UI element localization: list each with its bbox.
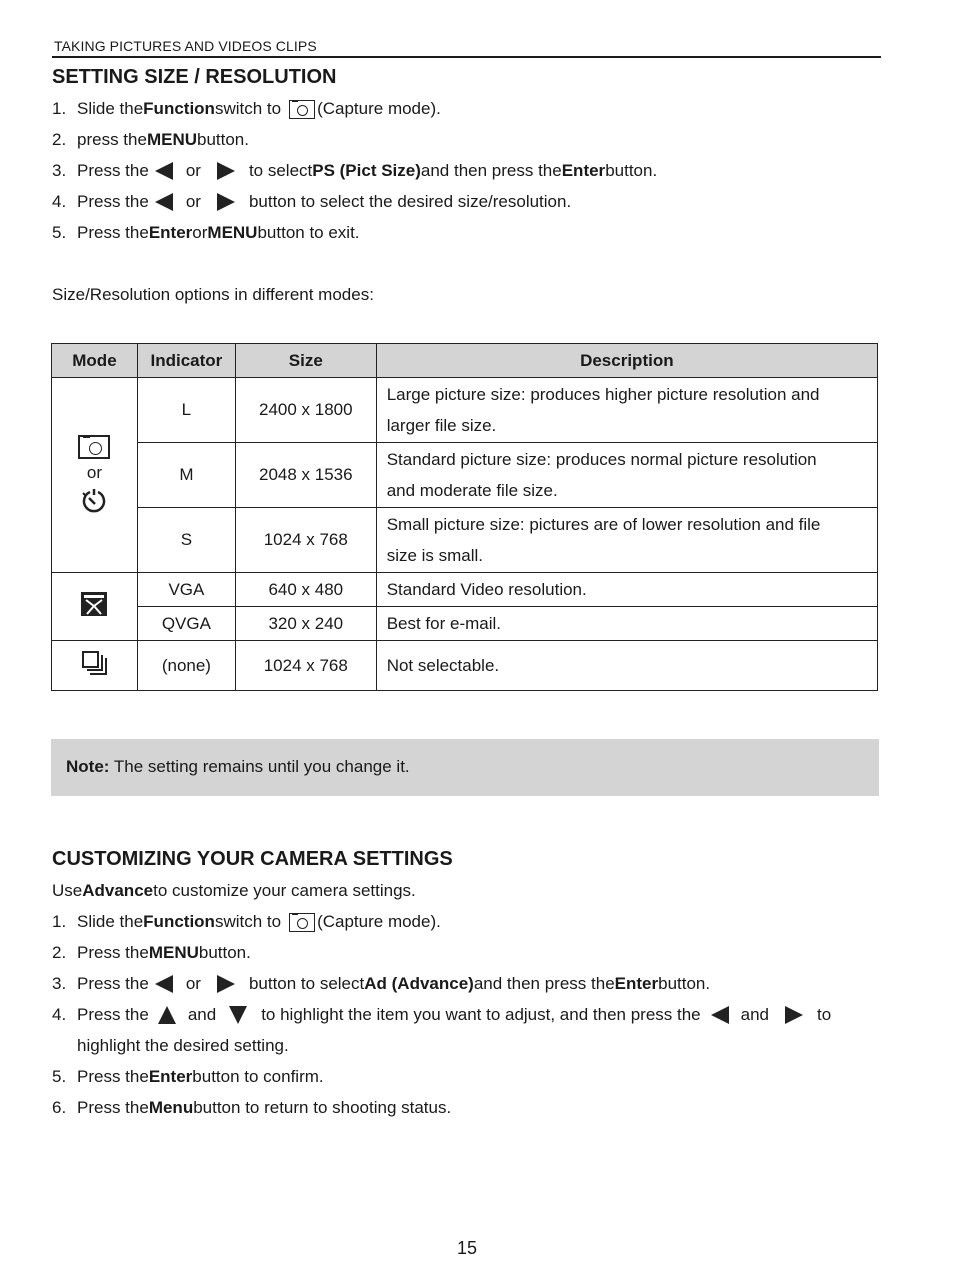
table-header-row [52,344,878,378]
step-number: 4. [52,192,67,211]
desc-line: and moderate file size. [386,481,558,500]
step-number: 6. [52,1098,67,1117]
step-text: button to confirm. [192,1067,324,1086]
desc-line: Large picture size: produces higher picture resolution and [386,385,820,404]
table-row [52,641,878,691]
size-step-3 [52,159,657,183]
step-text: Slide the [77,912,144,931]
right-arrow-icon [785,1006,803,1024]
step-text: button to exit. [257,223,360,242]
step-text: or [185,161,201,180]
video-icon [80,591,108,617]
size-step-4 [52,190,571,214]
step-text: switch to [214,99,282,118]
size-step-5 [52,221,360,245]
step-text: button to return to shooting status. [193,1098,452,1117]
table-row [52,378,878,443]
indicator-cell: (none) [137,641,235,691]
step-text: or [185,974,201,993]
step-text: Press the [77,161,149,180]
step-bold: MENU [148,943,199,962]
step-text: and [187,1005,217,1024]
indicator-cell: QVGA [137,607,235,641]
header-description: Description [376,344,877,378]
step-bold: Function [143,912,215,931]
custom-step-2 [52,941,251,965]
step-bold: Enter [614,974,659,993]
step-bold: Enter [561,161,606,180]
step-text: (Capture mode). [317,99,441,118]
step-text: button to select the desired size/resolution. [248,192,572,211]
description-cell: Standard Video resolution. [376,573,877,607]
table-row [52,573,878,607]
page-number: 15 [456,1238,478,1258]
custom-intro [52,879,416,903]
description-cell: Best for e-mail. [376,607,877,641]
description-cell [376,378,877,443]
header-size: Size [235,344,376,378]
self-timer-icon [80,487,108,515]
step-number: 5. [52,223,67,242]
note-label: Note: [66,757,110,776]
right-arrow-icon [217,162,235,180]
mode-video [52,573,138,641]
indicator-cell: L [137,378,235,443]
size-cell: 1024 x 768 [235,508,376,573]
step-text: Slide the [77,99,144,118]
step-number: 1. [52,912,67,931]
step-text: button. [658,974,711,993]
right-arrow-icon [217,193,235,211]
resolution-table [51,343,878,691]
down-arrow-icon [229,1006,247,1024]
step-number: 2. [52,943,67,962]
size-cell: 640 x 480 [235,573,376,607]
options-intro: Size/Resolution options in different modes: [52,285,374,304]
size-cell: 2048 x 1536 [235,443,376,508]
description-cell: Not selectable. [376,641,877,691]
step-bold: Advance [82,881,154,900]
note-body: The setting remains until you change it. [109,757,410,776]
note-text [66,757,410,777]
custom-step-4 [52,1003,831,1027]
size-cell: 320 x 240 [235,607,376,641]
step-text: Press the [77,1005,149,1024]
step-bold: Enter [148,223,193,242]
left-arrow-icon [711,1006,729,1024]
step-text: or [185,192,201,211]
header-indicator: Indicator [137,344,235,378]
step-text: Press the [77,1098,149,1117]
left-arrow-icon [155,975,173,993]
step-text: Press the [77,943,149,962]
step-number: 3. [52,974,67,993]
desc-line: Standard picture size: produces normal picture resolution [386,450,817,469]
mode-or-label: or [86,463,103,482]
step-text: (Capture mode). [317,912,441,931]
step-text: Press the [77,192,149,211]
left-arrow-icon [155,193,173,211]
step-text: Press the [77,974,149,993]
custom-step-5 [52,1065,324,1089]
step-bold: Menu [148,1098,194,1117]
right-arrow-icon [217,975,235,993]
step-text: button. [198,943,251,962]
step-text: and then press the [420,161,562,180]
custom-step-6 [52,1096,451,1120]
size-cell: 1024 x 768 [235,641,376,691]
table-row [52,607,878,641]
indicator-cell: S [137,508,235,573]
desc-line: size is small. [386,546,484,565]
desc-line: larger file size. [386,416,497,435]
mode-playback [52,641,138,691]
up-arrow-icon [158,1006,176,1024]
step-text: button. [605,161,658,180]
table-row [52,443,878,508]
step-bold: Enter [148,1067,193,1086]
step-text: Use [52,881,83,900]
section-title-custom: CUSTOMIZING YOUR CAMERA SETTINGS [52,848,453,870]
step-text: button to select [248,974,365,993]
step-text: to select [248,161,313,180]
indicator-cell: VGA [137,573,235,607]
size-step-1 [52,97,441,121]
capture-mode-icon [289,913,315,932]
step-bold: MENU [207,223,258,242]
capture-mode-icon [289,100,315,119]
step-text: button. [197,130,249,149]
custom-step-1 [52,910,441,934]
running-header: TAKING PICTURES AND VIDEOS CLIPS [54,38,317,54]
step-number: 3. [52,161,67,180]
step-number: 2. [52,130,67,149]
custom-step-3 [52,972,710,996]
step-text: switch to [214,912,282,931]
step-text: to customize your camera settings. [153,881,416,900]
table-row [52,508,878,573]
step-number: 1. [52,99,67,118]
size-step-2 [52,128,249,152]
step-bold: Ad (Advance) [364,974,474,993]
step-number: 4. [52,1005,67,1024]
step-text: to [817,1005,832,1024]
step-text: or [192,223,208,242]
camera-icon [78,435,110,459]
size-cell: 2400 x 1800 [235,378,376,443]
indicator-cell: M [137,443,235,508]
custom-step-4-continued: highlight the desired setting. [77,1036,289,1055]
description-cell [376,443,877,508]
left-arrow-icon [155,162,173,180]
header-mode: Mode [52,344,138,378]
description-cell [376,508,877,573]
step-bold: MENU [146,130,197,149]
step-text: to highlight the item you want to adjust, and then press the [261,1005,701,1024]
step-text: and then press the [473,974,615,993]
mode-still-camera [52,378,138,573]
step-text: and [740,1005,770,1024]
step-text: press the [77,130,147,149]
step-text: Press the [77,1067,149,1086]
header-rule [52,56,881,58]
desc-line: Small picture size: pictures are of lower resolution and file [386,515,821,534]
step-text: Press the [77,223,149,242]
step-bold: PS (Pict Size) [312,161,421,180]
step-bold: Function [143,99,215,118]
step-number: 5. [52,1067,67,1086]
playback-icon [81,650,107,676]
section-title-size: SETTING SIZE / RESOLUTION [52,66,337,88]
